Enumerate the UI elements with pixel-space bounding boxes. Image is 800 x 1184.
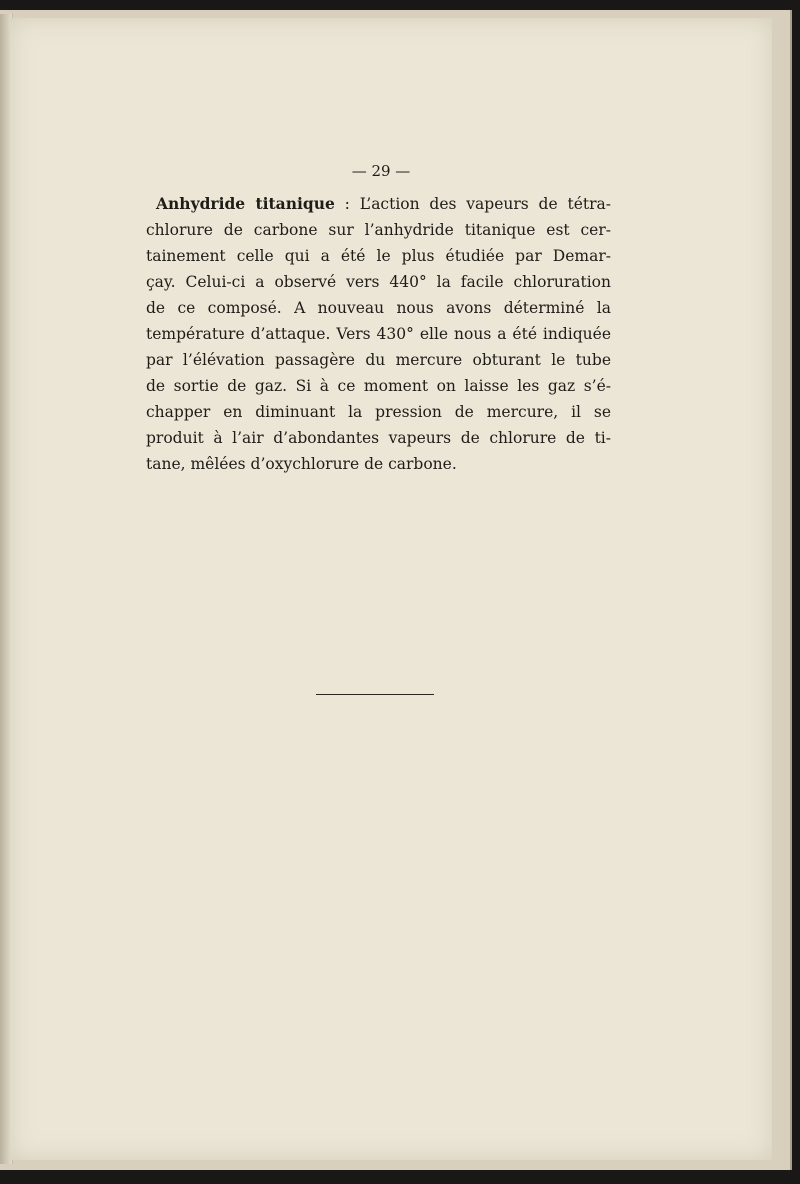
text-line: tainement celle qui a été le plus étudiée par Demar- [146,247,611,265]
text-line: produit à l’air d’abondantes vapeurs de chlorure de ti- [146,429,611,447]
text-line-1 [146,191,611,217]
text-line: de ce composé. A nouveau nous avons déterminé la [146,299,611,317]
heading-separator: : [334,195,360,213]
section-end-rule [316,694,434,695]
section-heading: Anhydride titanique [156,194,335,213]
page-number: — 29 — [351,162,411,180]
text-line: température d’attaque. Vers 430° elle nous a été indiquée [146,325,611,343]
text-line: chlorure de carbone sur l’anhydride titanique est cer- [146,221,611,239]
text-line: çay. Celui-ci a observé vers 440° la facile chloruration [146,273,611,291]
text-line: tane, mêlées d’oxychlorure de carbone. [146,455,457,473]
text-line: chapper en diminuant la pression de mercure, il se [146,403,611,421]
first-line-text: L’action des vapeurs de tétra- [359,195,611,213]
page-sheet [10,18,772,1160]
text-line: de sortie de gaz. Si à ce moment on laisse les gaz s’é- [146,377,611,395]
text-line: par l’élévation passagère du mercure obturant le tube [146,351,611,369]
body-paragraph [146,191,611,477]
